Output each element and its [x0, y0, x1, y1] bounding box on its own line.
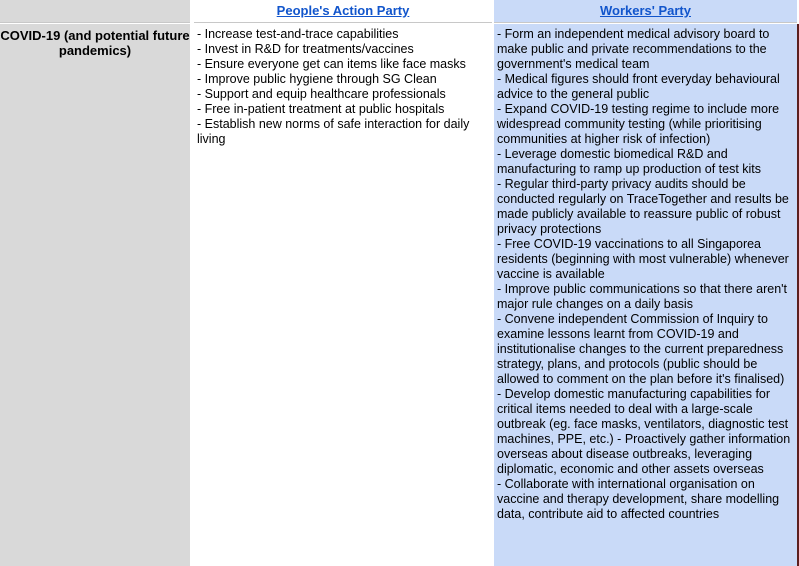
wp-point: - Regular third-party privacy audits should be conducted regularly on TraceTogether and results be made publicly available to reassure public of robust privacy protections — [497, 177, 789, 236]
wp-point: - Expand COVID-19 testing regime to include more widespread community testing (while prioritising communities at higher risk of infection) — [497, 102, 780, 146]
wp-points-cell[interactable] — [494, 24, 797, 566]
pap-point: - Increase test-and-trace capabilities — [197, 27, 399, 41]
pap-points-cell[interactable] — [194, 24, 492, 566]
pap-point: - Establish new norms of safe interaction for daily living — [197, 117, 470, 146]
pap-point: - Support and equip healthcare professionals — [197, 87, 446, 101]
pap-point: - Improve public hygiene through SG Clean — [197, 72, 437, 86]
header-blank-cell[interactable] — [0, 0, 190, 23]
header-pap-cell[interactable] — [194, 0, 492, 23]
topic-label: COVID-19 (and potential future pandemics) — [0, 28, 190, 58]
pap-header-link[interactable]: People's Action Party — [276, 3, 410, 18]
wp-point: - Develop domestic manufacturing capabilities for critical items needed to deal with a large-scale outbreak (eg. face masks, ventilators, diagnostic test machines, PPE, etc.) - Proactively gather information overseas about disease outbreaks, leveraging diplomatic, economic and other assets overseas — [497, 387, 791, 476]
wp-header-link[interactable]: Workers' Party — [599, 3, 691, 18]
wp-point: - Form an independent medical advisory board to make public and private recommendations to the government's medical team — [497, 27, 770, 71]
pap-point: - Ensure everyone get can items like face masks — [197, 57, 466, 71]
topic-cell[interactable] — [0, 24, 190, 566]
wp-point: - Collaborate with international organisation on vaccine and therapy development, share modelling data, contribute aid to affected countries — [497, 477, 780, 521]
header-wp-cell[interactable] — [494, 0, 797, 23]
wp-point: - Improve public communications so that there aren't major rule changes on a daily basis — [497, 282, 788, 311]
wp-point: - Free COVID-19 vaccinations to all Singaporea residents (beginning with most vulnerable) whenever vaccine is available — [497, 237, 789, 281]
pap-point: - Free in-patient treatment at public hospitals — [197, 102, 445, 116]
wp-point: - Convene independent Commission of Inquiry to examine lessons learnt from COVID-19 and institutionalise changes to the current preparedness strategy, plans, and protocols (public should be allowed to comment on the plan before it's finalised) — [497, 312, 785, 386]
pap-point: - Invest in R&D for treatments/vaccines — [197, 42, 414, 56]
wp-point: - Leverage domestic biomedical R&D and manufacturing to ramp up production of test kits — [497, 147, 762, 176]
wp-point: - Medical figures should front everyday behavioural advice to the general public — [497, 72, 780, 101]
